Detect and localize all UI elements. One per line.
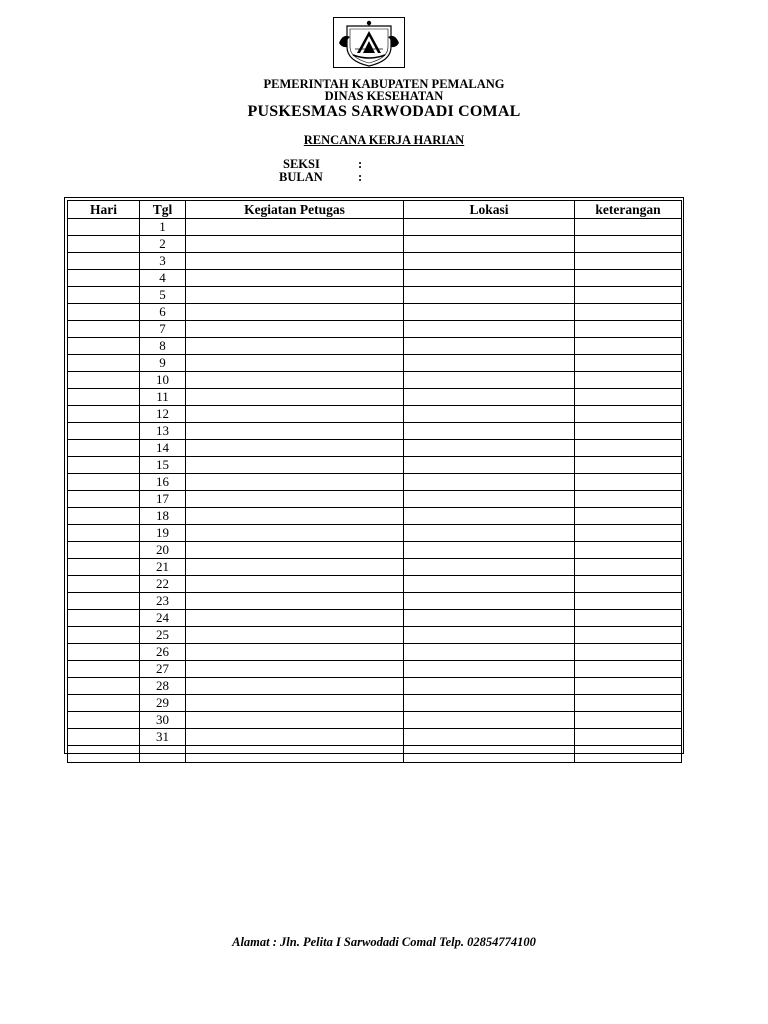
cell-activity xyxy=(186,287,404,304)
cell-date xyxy=(140,746,186,763)
cell-date: 24 xyxy=(140,610,186,627)
cell-activity xyxy=(186,661,404,678)
cell-notes xyxy=(575,729,682,746)
cell-activity xyxy=(186,423,404,440)
cell-notes xyxy=(575,508,682,525)
cell-notes xyxy=(575,712,682,729)
cell-notes xyxy=(575,423,682,440)
cell-day xyxy=(68,253,140,270)
cell-date: 8 xyxy=(140,338,186,355)
cell-location xyxy=(404,372,575,389)
cell-notes xyxy=(575,372,682,389)
cell-date: 26 xyxy=(140,644,186,661)
cell-activity xyxy=(186,338,404,355)
document-title: RENCANA KERJA HARIAN xyxy=(303,133,465,147)
cell-day xyxy=(68,593,140,610)
cell-notes xyxy=(575,338,682,355)
cell-date: 31 xyxy=(140,729,186,746)
cell-activity xyxy=(186,542,404,559)
table-row xyxy=(68,355,682,372)
column-header-lokasi: Lokasi xyxy=(404,201,575,219)
cell-day xyxy=(68,423,140,440)
cell-location xyxy=(404,593,575,610)
cell-notes xyxy=(575,644,682,661)
table-row xyxy=(68,389,682,406)
cell-location xyxy=(404,576,575,593)
cell-location xyxy=(404,491,575,508)
cell-notes xyxy=(575,695,682,712)
cell-activity xyxy=(186,610,404,627)
bulan-separator: : xyxy=(358,170,363,184)
cell-location xyxy=(404,695,575,712)
cell-activity xyxy=(186,746,404,763)
cell-location xyxy=(404,508,575,525)
column-header-keterangan: keterangan xyxy=(575,201,682,219)
table-row xyxy=(68,746,682,763)
cell-location xyxy=(404,287,575,304)
table-row xyxy=(68,678,682,695)
government-name: PEMERINTAH KABUPATEN PEMALANG xyxy=(263,77,505,91)
cell-notes xyxy=(575,253,682,270)
cell-location xyxy=(404,321,575,338)
cell-activity xyxy=(186,678,404,695)
cell-notes xyxy=(575,287,682,304)
cell-location xyxy=(404,406,575,423)
cell-day xyxy=(68,457,140,474)
table-row xyxy=(68,474,682,491)
table-row xyxy=(68,321,682,338)
table-header-row xyxy=(68,201,682,219)
table-row xyxy=(68,440,682,457)
seksi-separator: : xyxy=(358,157,363,171)
cell-notes xyxy=(575,678,682,695)
cell-notes xyxy=(575,627,682,644)
cell-date: 12 xyxy=(140,406,186,423)
department-name: DINAS KESEHATAN xyxy=(324,89,444,103)
table-row xyxy=(68,712,682,729)
work-plan-table xyxy=(67,200,682,763)
cell-date: 25 xyxy=(140,627,186,644)
cell-notes xyxy=(575,576,682,593)
cell-notes xyxy=(575,355,682,372)
cell-date: 21 xyxy=(140,559,186,576)
cell-location xyxy=(404,610,575,627)
cell-day xyxy=(68,729,140,746)
address-footer: Alamat : Jln. Pelita I Sarwodadi Comal Telp. 02854774100 xyxy=(232,935,536,949)
cell-activity xyxy=(186,576,404,593)
cell-location xyxy=(404,389,575,406)
cell-location xyxy=(404,712,575,729)
cell-location xyxy=(404,440,575,457)
cell-location xyxy=(404,457,575,474)
cell-day xyxy=(68,525,140,542)
cell-day xyxy=(68,440,140,457)
cell-date: 6 xyxy=(140,304,186,321)
table-row xyxy=(68,661,682,678)
cell-location xyxy=(404,729,575,746)
cell-day xyxy=(68,406,140,423)
column-header-hari: Hari xyxy=(68,201,140,219)
cell-notes xyxy=(575,219,682,236)
cell-day xyxy=(68,542,140,559)
cell-location xyxy=(404,355,575,372)
table-row xyxy=(68,593,682,610)
table-row xyxy=(68,457,682,474)
cell-date: 22 xyxy=(140,576,186,593)
cell-location xyxy=(404,474,575,491)
cell-day xyxy=(68,712,140,729)
table-row xyxy=(68,372,682,389)
table-row xyxy=(68,627,682,644)
regency-crest-icon xyxy=(333,17,405,68)
cell-day xyxy=(68,508,140,525)
cell-day xyxy=(68,610,140,627)
cell-activity xyxy=(186,372,404,389)
cell-location xyxy=(404,661,575,678)
table-row xyxy=(68,644,682,661)
cell-notes xyxy=(575,746,682,763)
cell-activity xyxy=(186,712,404,729)
cell-date: 10 xyxy=(140,372,186,389)
table-row xyxy=(68,236,682,253)
cell-location xyxy=(404,236,575,253)
cell-date: 1 xyxy=(140,219,186,236)
cell-notes xyxy=(575,457,682,474)
cell-notes xyxy=(575,440,682,457)
cell-location xyxy=(404,559,575,576)
cell-notes xyxy=(575,610,682,627)
cell-activity xyxy=(186,457,404,474)
cell-date: 20 xyxy=(140,542,186,559)
work-plan-table-frame xyxy=(64,197,684,754)
cell-date: 19 xyxy=(140,525,186,542)
cell-activity xyxy=(186,406,404,423)
cell-activity xyxy=(186,593,404,610)
cell-day xyxy=(68,491,140,508)
cell-day xyxy=(68,321,140,338)
cell-date: 17 xyxy=(140,491,186,508)
cell-activity xyxy=(186,321,404,338)
table-row xyxy=(68,542,682,559)
cell-notes xyxy=(575,525,682,542)
cell-date: 9 xyxy=(140,355,186,372)
cell-location xyxy=(404,270,575,287)
cell-location xyxy=(404,338,575,355)
column-header-tgl: Tgl xyxy=(140,201,186,219)
cell-notes xyxy=(575,661,682,678)
cell-activity xyxy=(186,219,404,236)
cell-activity xyxy=(186,729,404,746)
cell-location xyxy=(404,423,575,440)
table-row xyxy=(68,559,682,576)
cell-notes xyxy=(575,236,682,253)
cell-activity xyxy=(186,236,404,253)
cell-notes xyxy=(575,491,682,508)
cell-date: 2 xyxy=(140,236,186,253)
cell-notes xyxy=(575,474,682,491)
cell-date: 16 xyxy=(140,474,186,491)
cell-day xyxy=(68,236,140,253)
cell-location xyxy=(404,525,575,542)
seksi-label: SEKSI xyxy=(283,157,320,171)
cell-day xyxy=(68,559,140,576)
cell-day xyxy=(68,389,140,406)
cell-location xyxy=(404,746,575,763)
table-row xyxy=(68,525,682,542)
cell-notes xyxy=(575,270,682,287)
cell-activity xyxy=(186,508,404,525)
cell-day xyxy=(68,338,140,355)
cell-day xyxy=(68,576,140,593)
cell-date: 29 xyxy=(140,695,186,712)
cell-date: 27 xyxy=(140,661,186,678)
cell-location xyxy=(404,627,575,644)
cell-date: 15 xyxy=(140,457,186,474)
cell-day xyxy=(68,474,140,491)
cell-date: 13 xyxy=(140,423,186,440)
table-row xyxy=(68,287,682,304)
cell-activity xyxy=(186,474,404,491)
cell-notes xyxy=(575,593,682,610)
table-row xyxy=(68,508,682,525)
cell-day xyxy=(68,695,140,712)
table-row xyxy=(68,729,682,746)
cell-activity xyxy=(186,559,404,576)
table-row xyxy=(68,338,682,355)
cell-location xyxy=(404,678,575,695)
cell-date: 5 xyxy=(140,287,186,304)
cell-day xyxy=(68,746,140,763)
column-header-kegiatan: Kegiatan Petugas xyxy=(186,201,404,219)
cell-day xyxy=(68,304,140,321)
table-row xyxy=(68,270,682,287)
table-row xyxy=(68,219,682,236)
cell-day xyxy=(68,355,140,372)
cell-date: 14 xyxy=(140,440,186,457)
cell-activity xyxy=(186,525,404,542)
cell-date: 11 xyxy=(140,389,186,406)
bulan-label: BULAN xyxy=(279,170,323,184)
cell-date: 4 xyxy=(140,270,186,287)
table-row xyxy=(68,695,682,712)
cell-date: 18 xyxy=(140,508,186,525)
cell-activity xyxy=(186,270,404,287)
cell-activity xyxy=(186,695,404,712)
cell-location xyxy=(404,542,575,559)
cell-date: 28 xyxy=(140,678,186,695)
cell-notes xyxy=(575,542,682,559)
cell-activity xyxy=(186,389,404,406)
table-row xyxy=(68,423,682,440)
cell-date: 30 xyxy=(140,712,186,729)
cell-day xyxy=(68,661,140,678)
cell-notes xyxy=(575,321,682,338)
table-row xyxy=(68,304,682,321)
cell-day xyxy=(68,287,140,304)
table-row xyxy=(68,253,682,270)
cell-notes xyxy=(575,304,682,321)
cell-location xyxy=(404,253,575,270)
cell-location xyxy=(404,304,575,321)
cell-notes xyxy=(575,406,682,423)
cell-location xyxy=(404,644,575,661)
cell-activity xyxy=(186,440,404,457)
table-row xyxy=(68,576,682,593)
cell-date: 23 xyxy=(140,593,186,610)
cell-activity xyxy=(186,491,404,508)
table-row xyxy=(68,610,682,627)
cell-day xyxy=(68,627,140,644)
cell-notes xyxy=(575,389,682,406)
cell-activity xyxy=(186,627,404,644)
cell-day xyxy=(68,644,140,661)
cell-day xyxy=(68,219,140,236)
cell-day xyxy=(68,270,140,287)
cell-date: 7 xyxy=(140,321,186,338)
cell-date: 3 xyxy=(140,253,186,270)
table-row xyxy=(68,406,682,423)
cell-activity xyxy=(186,304,404,321)
cell-day xyxy=(68,678,140,695)
cell-notes xyxy=(575,559,682,576)
cell-activity xyxy=(186,355,404,372)
cell-activity xyxy=(186,644,404,661)
organization-name: PUSKESMAS SARWODADI COMAL xyxy=(247,103,521,120)
cell-location xyxy=(404,219,575,236)
cell-activity xyxy=(186,253,404,270)
cell-day xyxy=(68,372,140,389)
table-row xyxy=(68,491,682,508)
